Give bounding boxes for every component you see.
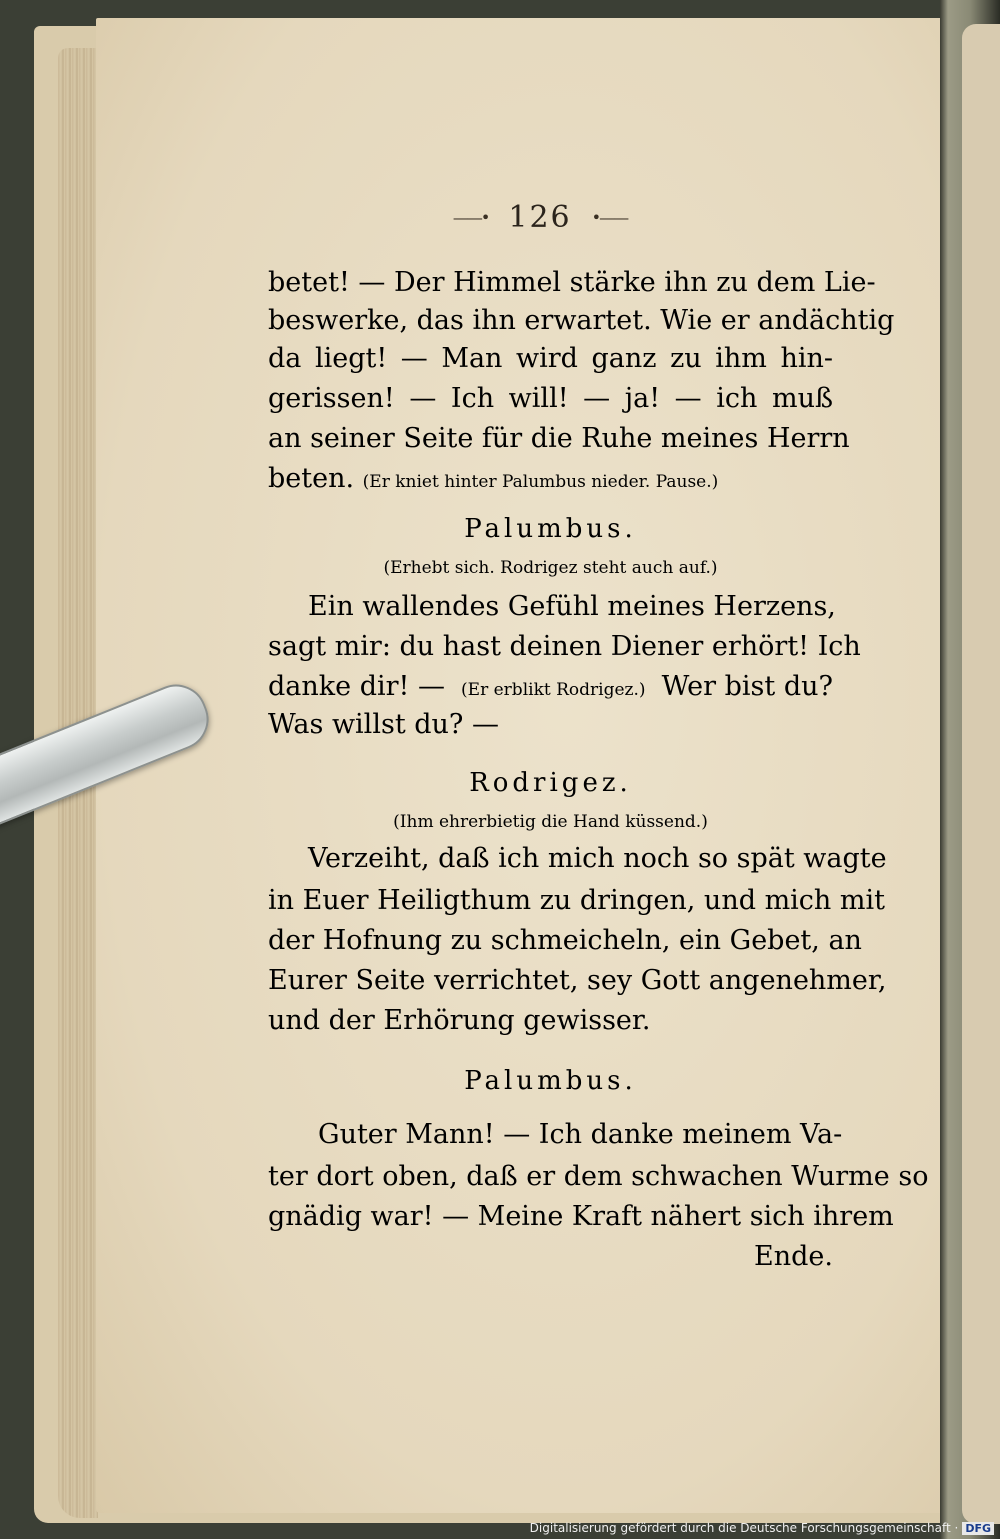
text-line: ter dort oben, daß er dem schwachen Wurme so xyxy=(268,1161,929,1192)
speaker-name: Palumbus. xyxy=(464,514,637,544)
text-line: Was willst du? — xyxy=(268,709,499,740)
text-line: betet! — Der Himmel stärke ihn zu dem Lie- xyxy=(268,267,876,298)
stage-direction: (Erhebt sich. Rodrigez steht auch auf.) xyxy=(383,558,718,578)
digitization-footer xyxy=(0,1521,1000,1535)
footer-credit: Digitalisierung gefördert durch die Deutsche Forschungsgemeinschaft · xyxy=(529,1521,959,1535)
text-fragment: beten. xyxy=(268,463,355,494)
speaker-name: Rodrigez. xyxy=(469,768,632,798)
stage-direction: (Er erblikt Rodrigez.) xyxy=(461,680,646,700)
right-ornament: •—— xyxy=(591,207,628,227)
text-line: Eurer Seite verrichtet, sey Gott angenehmer, xyxy=(268,965,887,996)
text-line: in Euer Heiligthum zu dringen, und mich mit xyxy=(268,885,885,916)
facing-page-edge xyxy=(962,24,1000,1524)
text-line: gnädig war! — Meine Kraft nähert sich ihrem xyxy=(268,1201,894,1232)
text-line: Ein wallendes Gefühl meines Herzens, xyxy=(308,591,836,622)
text-line: Guter Mann! — Ich danke meinem Va- xyxy=(318,1119,843,1150)
text-line: beswerke, das ihn erwartet. Wie er andächtig xyxy=(268,305,895,336)
page-header xyxy=(405,200,675,234)
stage-direction: (Er kniet hinter Palumbus nieder. Pause.) xyxy=(362,472,719,492)
text-line: und der Erhörung gewisser. xyxy=(268,1005,651,1036)
left-ornament: ——• xyxy=(452,207,489,227)
text-fragment: Wer bist du? xyxy=(661,671,833,702)
dfg-logo-icon: DFG xyxy=(962,1522,994,1535)
text-line: an seiner Seite für die Ruhe meines Herrn xyxy=(268,423,850,454)
stage-direction: (Ihm ehrerbietig die Hand küssend.) xyxy=(393,812,708,832)
text-fragment: danke dir! — xyxy=(268,671,445,702)
speaker-name: Palumbus. xyxy=(464,1066,637,1096)
text-line: da liegt! — Man wird ganz zu ihm hin- xyxy=(268,343,833,374)
page-number: 126 xyxy=(508,199,572,235)
text-line xyxy=(268,670,833,707)
text-line: der Hofnung zu schmeicheln, ein Gebet, an xyxy=(268,925,862,956)
text-line: Verzeiht, daß ich mich noch so spät wagte xyxy=(308,843,887,874)
text-line: gerissen! — Ich will! — ja! — ich muß xyxy=(268,383,833,414)
text-line: sagt mir: du hast deinen Diener erhört! Ich xyxy=(268,631,861,662)
text-line: Ende. xyxy=(754,1241,833,1272)
text-line xyxy=(268,462,833,499)
